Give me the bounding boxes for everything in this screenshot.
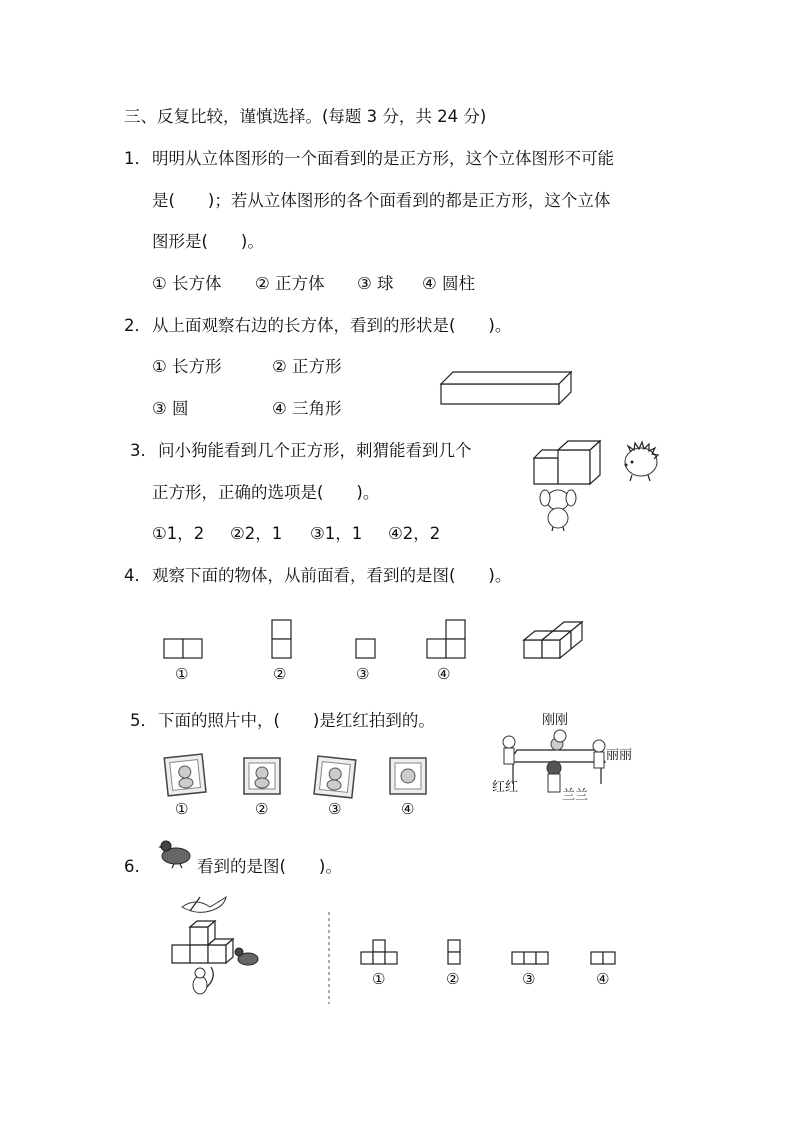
q3-option-1[interactable]: ①1，2: [152, 524, 205, 543]
q5-label-1: ①: [175, 800, 189, 818]
q4-view-2: [272, 620, 291, 658]
hedgehog-icon: [625, 442, 659, 481]
flying-bird-icon: [182, 897, 226, 912]
q6-view-4: [591, 952, 615, 964]
q6-label-1: ①: [372, 970, 386, 988]
kid-left-icon: [503, 736, 515, 764]
q4-solid: [524, 622, 582, 658]
q6-figure: [170, 895, 270, 1005]
q2-option-3[interactable]: ③ 圆: [152, 399, 189, 418]
photo-2-icon: [244, 758, 280, 794]
q5-label-4: ④: [401, 800, 415, 818]
q5-name-bottom: 兰兰: [562, 788, 589, 803]
q5-number: 5．: [130, 711, 157, 730]
q6-label-4: ④: [596, 970, 610, 988]
q3-line1: 问小狗能看到几个正方形，刺猬能看到几个: [158, 441, 472, 460]
q4-view-4: [427, 620, 465, 658]
q3-option-4[interactable]: ④2，2: [388, 524, 441, 543]
q1-option-1[interactable]: ① 长方体: [152, 274, 222, 293]
q1-option-4[interactable]: ④ 圆柱: [422, 274, 476, 293]
cuboid-figure: [440, 370, 572, 406]
q6-label-3: ③: [522, 970, 536, 988]
q6-view-3: [512, 952, 548, 964]
q5-label-3: ③: [328, 800, 342, 818]
pigeon-icon: [158, 834, 194, 868]
q1-option-3[interactable]: ③ 球: [357, 274, 394, 293]
q4-label-2: ②: [273, 665, 287, 683]
q6-view-2: [448, 940, 460, 964]
q6-label-2: ②: [446, 970, 460, 988]
q3-option-2[interactable]: ②2，1: [230, 524, 283, 543]
q1-line3: 图形是( )。: [152, 232, 264, 251]
q4-line1: 观察下面的物体，从前面看，看到的是图( )。: [152, 566, 512, 585]
kid-bottom-icon: [547, 761, 561, 792]
q2-option-1[interactable]: ① 长方形: [152, 357, 222, 376]
q4-label-4: ④: [437, 665, 451, 683]
q4-view-1: [164, 639, 202, 658]
q4-views: [160, 618, 590, 660]
q5-photos: [160, 752, 440, 798]
q5-name-top: 刚刚: [542, 713, 569, 728]
photo-1-icon: [164, 754, 206, 796]
q4-view-3: [356, 639, 375, 658]
q3-line2: 正方形，正确的选项是( )。: [152, 483, 380, 502]
q6-number: 6.: [124, 857, 140, 876]
q1-line1: 明明从立体图形的一个面看到的是正方形，这个立体图形不可能: [152, 149, 614, 168]
q5-name-right: 丽丽: [606, 748, 633, 763]
q2-option-4[interactable]: ④ 三角形: [272, 399, 342, 418]
q4-label-1: ①: [175, 665, 189, 683]
cubes-with-animals: [528, 438, 668, 533]
kid-right-icon: [593, 740, 605, 768]
section-title: 三、反复比较，谨慎选择。(每题 3 分，共 24 分): [124, 107, 487, 126]
photo-4-icon: [390, 758, 426, 794]
q1-option-2[interactable]: ② 正方体: [255, 274, 325, 293]
q5-name-left: 红红: [492, 780, 519, 795]
q2-number: 2．: [124, 316, 151, 335]
q3-number: 3．: [130, 441, 157, 460]
squirrel-icon: [193, 967, 213, 994]
q4-label-3: ③: [356, 665, 370, 683]
side-pigeon-icon: [235, 948, 258, 965]
q6-line1: 看到的是图( )。: [197, 857, 342, 876]
q2-option-2[interactable]: ② 正方形: [272, 357, 342, 376]
dashed-divider: [328, 912, 330, 1004]
photo-3-icon: [314, 756, 356, 798]
q5-label-2: ②: [255, 800, 269, 818]
puppy-icon: [540, 490, 576, 531]
q3-option-3[interactable]: ③1，1: [310, 524, 363, 543]
q6-view-1: [361, 940, 397, 964]
q1-line2: 是( )；若从立体图形的各个面看到的都是正方形，这个立体: [152, 191, 611, 210]
q2-line1: 从上面观察右边的长方体，看到的形状是( )。: [152, 316, 512, 335]
q4-number: 4．: [124, 566, 151, 585]
q1-number: 1．: [124, 149, 151, 168]
q6-views: [360, 938, 620, 966]
q5-line1: 下面的照片中，( )是红红拍到的。: [158, 711, 435, 730]
